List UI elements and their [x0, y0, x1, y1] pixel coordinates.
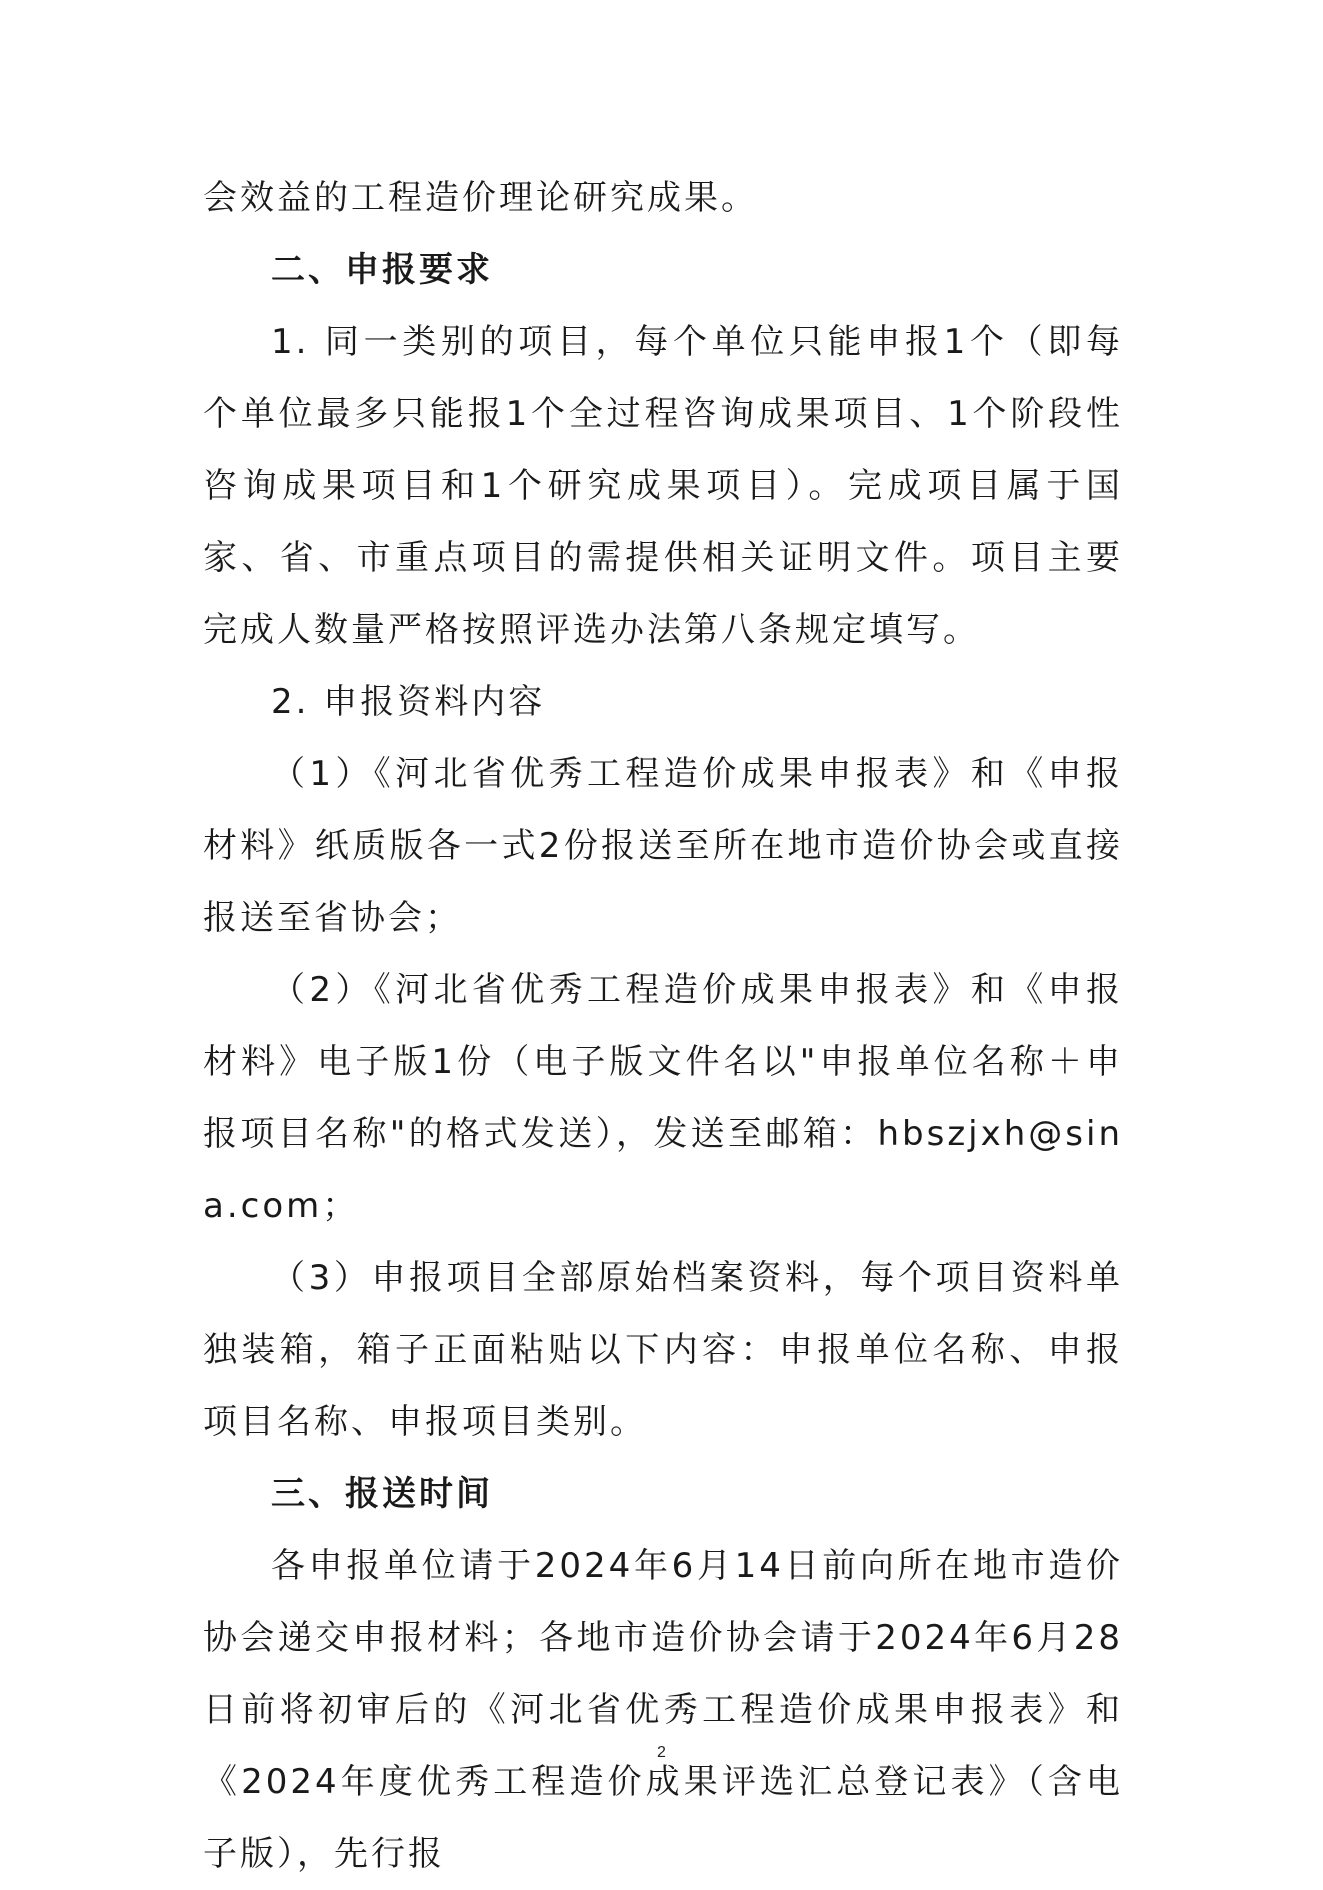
paragraph-deadline: 各申报单位请于2024年6月14日前向所在地市造价协会递交申报材料；各地市造价协会请于2024年6月28日前将初审后的《河北省优秀工程造价成果申报表》和《2024年度优秀工程造价成果评选汇总登记表》（含电子版），先行报 [203, 1546, 1123, 1874]
paragraph-material-1: （1）《河北省优秀工程造价成果申报表》和《申报材料》纸质版各一式2份报送至所在地市造价协会或直接报送至省协会； [203, 754, 1123, 938]
paragraph-requirement-1: 1. 同一类别的项目，每个单位只能申报1个（即每个单位最多只能报1个全过程咨询成果项目、1个阶段性咨询成果项目和1个研究成果项目）。完成项目属于国家、省、市重点项目的需提供相关证明文件。项目主要完成人数量严格按照评选办法第八条规定填写。 [203, 322, 1123, 650]
paragraph-requirement-2: 2. 申报资料内容 [271, 682, 546, 722]
paragraph-material-2: （2）《河北省优秀工程造价成果申报表》和《申报材料》电子版1份（电子版文件名以"申报单位名称＋申报项目名称"的格式发送），发送至邮箱：hbszjxh@sina.com； [203, 970, 1123, 1226]
section-heading-deadline: 三、报送时间 [271, 1474, 493, 1514]
section-heading-requirements: 二、申报要求 [271, 250, 493, 290]
paragraph-material-3: （3）申报项目全部原始档案资料，每个项目资料单独装箱，箱子正面粘贴以下内容：申报单位名称、申报项目名称、申报项目类别。 [203, 1258, 1123, 1442]
paragraph-continuation: 会效益的工程造价理论研究成果。 [203, 178, 758, 218]
page-number: 2 [657, 1744, 666, 1761]
document-body [203, 162, 1123, 1890]
